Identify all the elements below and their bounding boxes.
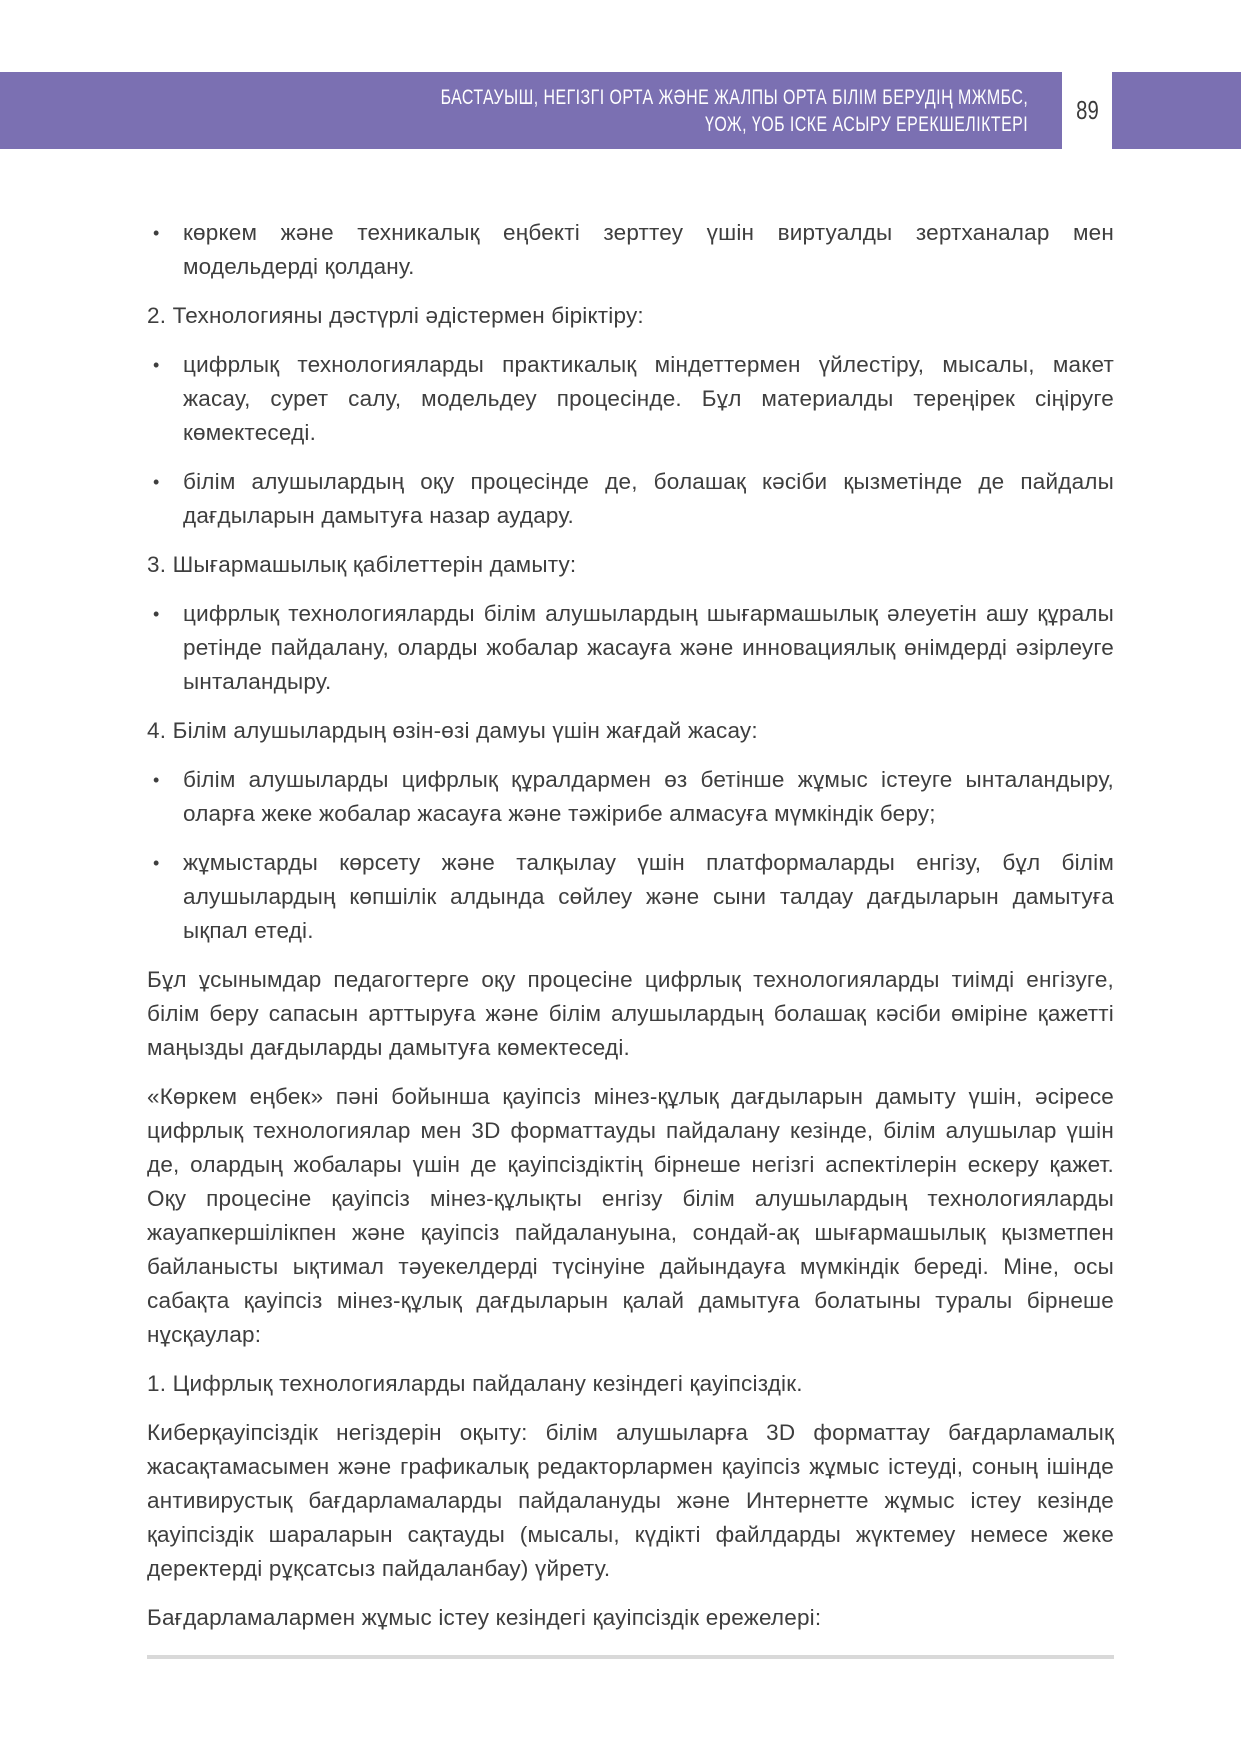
header-band-right-block bbox=[1112, 72, 1241, 149]
bullet-icon: • bbox=[153, 355, 160, 375]
section-heading-1-safety: 1. Цифрлық технологияларды пайдалану кезіндегі қауіпсіздік. bbox=[147, 1371, 803, 1396]
closing-heading: Бағдарламалармен жұмыс істеу кезіндегі қауіпсіздік ережелері: bbox=[147, 1605, 822, 1630]
list-item-text: цифрлық технологияларды білім алушылардың шығармашылық әлеуетін ашу құралы ретінде пайдалану, оларды жобалар жасауға және инновациялық өнімдерді әзірлеуге ынталандыру. bbox=[183, 601, 1114, 694]
list-item bbox=[147, 216, 1114, 284]
list-item-text: цифрлық технологияларды практикалық міндеттермен үйлестіру, мысалы, макет жасау, сурет салу, модельдеу процесінде. Бұл материалды тереңірек сіңіруге көмектеседі. bbox=[183, 352, 1114, 445]
list-item bbox=[147, 597, 1114, 699]
section-heading-3: 3. Шығармашылық қабілеттерін дамыту: bbox=[147, 552, 577, 577]
list-item-text: жұмыстарды көрсету және талқылау үшін платформаларды енгізу, бұл білім алушылардың көпшілік алдында сөйлеу және сыни талдау дағдыларын дамытуға ықпал етеді. bbox=[183, 850, 1114, 943]
section-heading-4: 4. Білім алушылардың өзін-өзі дамуы үшін жағдай жасау: bbox=[147, 718, 758, 743]
list-item bbox=[147, 763, 1114, 831]
list-item bbox=[147, 846, 1114, 948]
paragraph: Бұл ұсынымдар педагогтерге оқу процесіне цифрлық технологияларды тиімді енгізуге, білім беру сапасын арттыруға және білім алушылардың болашақ кәсіби өміріне қажетті маңызды дағдыларды дамытуға көмектеседі. bbox=[147, 967, 1114, 1060]
header-band bbox=[0, 72, 1062, 149]
paragraph: «Көркем еңбек» пәні бойынша қауіпсіз мінез-құлық дағдыларын дамыту үшін, әсіресе цифрлық технологиялар мен 3D форматтауды пайдалану кезінде, білім алушылар үшін де, олардың жобалары үшін де қауіпсіздіктің бірнеше негізгі аспектілерін ескеру қажет. Оқу процесіне қауіпсіз мінез-құлықты енгізу білім алушылардың технологияларды жауапкершілікпен және қауіпсіз пайдалануына, сондай-ақ шығармашылық қызметпен байланысты ықтимал тәуекелдерді түсінуіне дайындауға мүмкіндік береді. Міне, осы сабақта қауіпсіз мінез-құлық дағдыларын қалай дамытуға болатыны туралы бірнеше нұсқаулар: bbox=[147, 1084, 1114, 1347]
list-item bbox=[147, 465, 1114, 533]
footer-divider bbox=[147, 1655, 1114, 1659]
section-heading-2: 2. Технологияны дәстүрлі әдістермен біріктіру: bbox=[147, 303, 644, 328]
page-number: 89 bbox=[1075, 95, 1099, 125]
bullet-icon: • bbox=[153, 853, 160, 873]
list-item-text: көркем және техникалық еңбекті зерттеу үшін виртуалды зертханалар мен модельдерді қолдану. bbox=[183, 220, 1114, 279]
bullet-icon: • bbox=[153, 770, 160, 790]
page-number-box bbox=[1062, 72, 1112, 149]
header-title-line1: БАСТАУЫШ, НЕГІЗГІ ОРТА ЖӘНЕ ЖАЛПЫ ОРТА БІЛІМ БЕРУДІҢ МЖМБС, bbox=[440, 85, 1028, 109]
header-title-line2: ҮОЖ, ҮОБ ІСКЕ АСЫРУ ЕРЕКШЕЛІКТЕРІ bbox=[704, 112, 1028, 136]
list-item bbox=[147, 348, 1114, 450]
bullet-icon: • bbox=[153, 472, 160, 492]
bullet-icon: • bbox=[153, 604, 160, 624]
bullet-icon: • bbox=[153, 223, 160, 243]
body-content bbox=[147, 216, 1114, 1650]
list-item-text: білім алушылардың оқу процесінде де, болашақ кәсіби қызметінде де пайдалы дағдыларын дамытуға назар аудару. bbox=[183, 469, 1114, 528]
list-item-text: білім алушыларды цифрлық құралдармен өз бетінше жұмыс істеуге ынталандыру, оларға жеке жобалар жасауға және тәжірибе алмасуға мүмкіндік беру; bbox=[183, 767, 1114, 826]
paragraph: Киберқауіпсіздік негіздерін оқыту: білім алушыларға 3D форматтау бағдарламалық жасақтамасымен және графикалық редакторлармен қауіпсіз жұмыс істеуді, соның ішінде антивирустық бағдарламаларды пайдалануды және Интернетте жұмыс істеу кезінде қауіпсіздік шараларын сақтауды (мысалы, күдікті файлдарды жүктемеу немесе жеке деректерді рұқсатсыз пайдаланбау) үйрету. bbox=[147, 1420, 1114, 1581]
